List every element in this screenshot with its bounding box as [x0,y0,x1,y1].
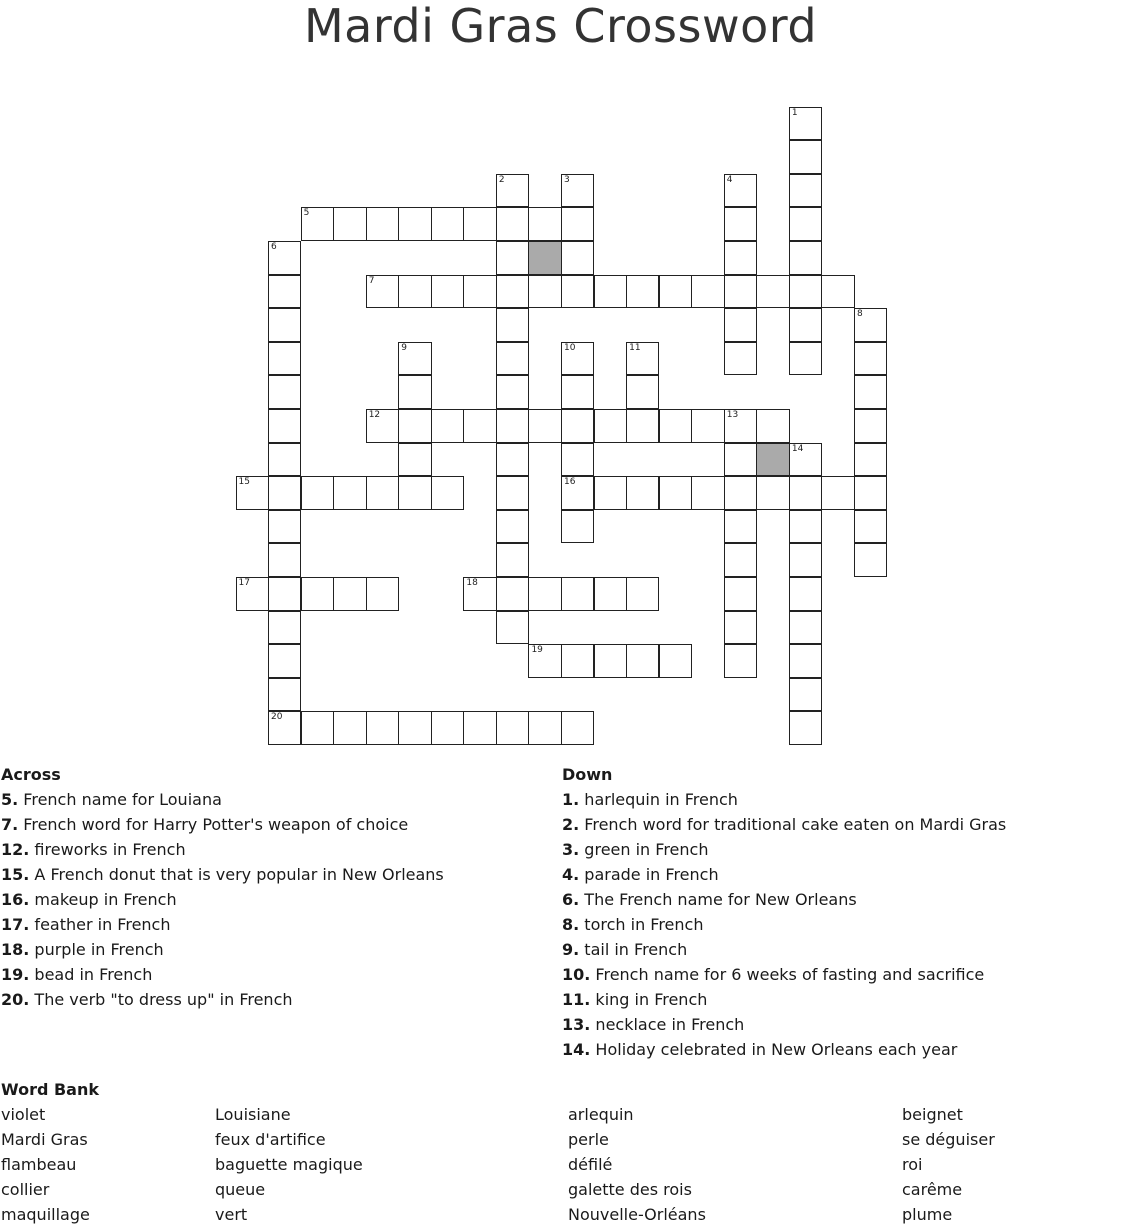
word-bank-word: feux d'artifice [215,1130,326,1149]
cell-number: 7 [368,275,375,286]
down-clue [562,912,1117,937]
grid-cell[interactable] [561,644,594,678]
grid-cell[interactable] [854,543,887,577]
grid-cell[interactable] [463,577,496,611]
grid-cell[interactable] [724,174,757,208]
across-clue [1,887,541,912]
grid-cell[interactable] [463,275,496,309]
word-bank-word: queue [215,1180,266,1199]
grid-cell[interactable] [268,611,301,645]
shaded-cell [756,443,789,477]
across-clue-text: fireworks in French [29,840,186,859]
grid-cell[interactable] [561,443,594,477]
grid-cell[interactable] [724,443,757,477]
grid-cell[interactable] [496,342,529,376]
word-bank-title: Word Bank [1,1080,100,1099]
grid-cell[interactable] [268,476,301,510]
cell-number: 19 [531,645,543,656]
grid-cell[interactable] [366,711,399,745]
word-bank-column [215,1102,363,1227]
grid-cell[interactable] [691,275,724,309]
grid-cell[interactable] [561,577,594,611]
grid-cell[interactable] [756,409,789,443]
grid-cell[interactable] [854,510,887,544]
grid-cell[interactable] [431,409,464,443]
word-bank-word: beignet [902,1105,963,1124]
word-bank-word: maquillage [1,1205,90,1224]
grid-cell[interactable] [691,409,724,443]
grid-cell[interactable] [268,711,301,745]
grid-cell[interactable] [789,611,822,645]
grid-cell[interactable] [398,342,431,376]
down-clue-text: necklace in French [590,1015,745,1034]
grid-cell[interactable] [724,207,757,241]
grid-cell[interactable] [398,711,431,745]
grid-cell[interactable] [724,644,757,678]
word-bank-word: Louisiane [215,1105,291,1124]
down-clue [562,787,1117,812]
grid-cell[interactable] [268,678,301,712]
across-clues [1,762,541,1012]
grid-cell[interactable] [463,711,496,745]
word-bank-word: galette des rois [568,1180,692,1199]
grid-cell[interactable] [236,476,269,510]
grid-cell[interactable] [789,711,822,745]
across-clue-text: purple in French [29,940,164,959]
cell-number: 16 [564,477,576,488]
grid-cell[interactable] [789,443,822,477]
grid-cell[interactable] [594,644,627,678]
grid-cell[interactable] [268,375,301,409]
across-clue-text: The verb "to dress up" in French [29,990,293,1009]
across-clue-number: 7. [1,815,19,834]
page-title: Mardi Gras Crossword [303,0,818,53]
across-clue-text: makeup in French [29,890,177,909]
grid-cell[interactable] [561,711,594,745]
grid-cell[interactable] [724,409,757,443]
grid-cell[interactable] [496,275,529,309]
grid-cell[interactable] [724,308,757,342]
down-clue-number: 4. [562,865,580,884]
grid-cell[interactable] [496,711,529,745]
down-clue-text: Holiday celebrated in New Orleans each year [590,1040,958,1059]
grid-cell[interactable] [398,275,431,309]
grid-cell[interactable] [626,577,659,611]
cell-number: 13 [726,409,739,420]
grid-cell[interactable] [431,476,464,510]
down-clue-number: 2. [562,815,580,834]
grid-cell[interactable] [561,375,594,409]
grid-cell[interactable] [724,510,757,544]
grid-cell[interactable] [789,308,822,342]
grid-cell[interactable] [724,275,757,309]
grid-cell[interactable] [496,611,529,645]
grid-cell[interactable] [789,107,822,141]
down-clue-text: green in French [579,840,709,859]
cell-number: 8 [856,309,863,320]
grid-cell[interactable] [626,644,659,678]
across-clue-number: 20. [1,990,30,1009]
grid-cell[interactable] [366,476,399,510]
grid-cell[interactable] [626,476,659,510]
grid-cell[interactable] [301,711,334,745]
down-clue-text: French name for 6 weeks of fasting and sacrifice [590,965,985,984]
down-clue-text: harlequin in French [579,790,738,809]
cell-number: 10 [564,342,576,353]
down-clue [562,812,1117,837]
grid-cell[interactable] [496,308,529,342]
down-clue-number: 6. [562,890,580,909]
grid-cell[interactable] [854,409,887,443]
across-clue-number: 15. [1,865,30,884]
grid-cell[interactable] [561,476,594,510]
grid-cell[interactable] [528,644,561,678]
grid-cell[interactable] [821,476,854,510]
down-clue-text: The French name for New Orleans [579,890,857,909]
grid-cell[interactable] [561,275,594,309]
grid-cell[interactable] [528,711,561,745]
down-clue [562,1012,1117,1037]
down-clue-number: 10. [562,965,591,984]
grid-cell[interactable] [431,207,464,241]
grid-cell[interactable] [789,543,822,577]
grid-cell[interactable] [724,611,757,645]
grid-cell[interactable] [626,375,659,409]
across-clue [1,962,541,987]
grid-cell[interactable] [594,275,627,309]
grid-cell[interactable] [659,476,692,510]
grid-cell[interactable] [561,207,594,241]
grid-cell[interactable] [431,275,464,309]
grid-cell[interactable] [659,644,692,678]
grid-cell[interactable] [789,174,822,208]
down-clue [562,862,1117,887]
grid-cell[interactable] [789,476,822,510]
down-clue-number: 14. [562,1040,591,1059]
across-clue-text: feather in French [29,915,171,934]
grid-cell[interactable] [854,342,887,376]
grid-cell[interactable] [789,140,822,174]
across-clue-text: French name for Louiana [18,790,222,809]
cell-number: 1 [791,107,798,118]
grid-cell[interactable] [528,409,561,443]
down-clue [562,962,1117,987]
grid-cell[interactable] [268,443,301,477]
cell-number: 9 [401,342,407,353]
grid-cell[interactable] [528,577,561,611]
across-header: Across [1,765,61,784]
across-clue-number: 16. [1,890,30,909]
word-bank-column [568,1102,706,1227]
word-bank-word: Mardi Gras [1,1130,88,1149]
word-bank-word: perle [568,1130,609,1149]
grid-cell[interactable] [789,678,822,712]
grid-cell[interactable] [594,409,627,443]
grid-cell[interactable] [268,241,301,275]
cell-number: 5 [303,208,310,219]
grid-cell[interactable] [268,275,301,309]
across-clue [1,937,541,962]
down-clue-number: 3. [562,840,580,859]
grid-cell[interactable] [496,207,529,241]
word-bank-word: plume [902,1205,953,1224]
word-bank-word: violet [1,1105,46,1124]
word-bank-word: flambeau [1,1155,77,1174]
grid-cell[interactable] [496,174,529,208]
grid-cell[interactable] [496,443,529,477]
grid-cell[interactable] [366,207,399,241]
grid-cell[interactable] [333,577,366,611]
grid-cell[interactable] [561,510,594,544]
grid-cell[interactable] [854,308,887,342]
grid-cell[interactable] [301,207,334,241]
across-clue [1,987,541,1012]
grid-cell[interactable] [398,207,431,241]
across-clue [1,812,541,837]
word-bank-word: baguette magique [215,1155,363,1174]
grid-cell[interactable] [626,409,659,443]
word-bank-word: roi [902,1155,923,1174]
grid-cell[interactable] [756,476,789,510]
across-clue [1,862,541,887]
down-clue-number: 8. [562,915,580,934]
grid-cell[interactable] [528,275,561,309]
grid-cell[interactable] [268,510,301,544]
grid-cell[interactable] [496,409,529,443]
down-clue-text: tail in French [579,940,688,959]
grid-cell[interactable] [496,375,529,409]
grid-cell[interactable] [854,443,887,477]
grid-cell[interactable] [789,577,822,611]
word-bank-word: défilé [568,1155,613,1174]
grid-cell[interactable] [561,342,594,376]
grid-cell[interactable] [821,275,854,309]
word-bank-column [1,1102,90,1227]
down-clue-text: parade in French [579,865,719,884]
down-clue-number: 9. [562,940,580,959]
grid-cell[interactable] [561,174,594,208]
down-clue [562,887,1117,912]
grid-cell[interactable] [561,409,594,443]
shaded-cell [528,241,561,275]
grid-cell[interactable] [301,476,334,510]
grid-cell[interactable] [724,543,757,577]
cell-number: 11 [629,342,641,353]
grid-cell[interactable] [756,275,789,309]
cell-number: 3 [564,174,570,185]
down-header: Down [562,765,613,784]
grid-cell[interactable] [626,275,659,309]
grid-cell[interactable] [268,543,301,577]
cell-number: 2 [498,174,505,185]
grid-cell[interactable] [268,342,301,376]
grid-cell[interactable] [398,476,431,510]
grid-cell[interactable] [333,476,366,510]
cell-number: 18 [466,577,478,588]
word-bank-word: carême [902,1180,963,1199]
across-clue-number: 17. [1,915,30,934]
down-clue-text: king in French [590,990,708,1009]
grid-cell[interactable] [366,275,399,309]
down-clue [562,987,1117,1012]
across-clue-text: A French donut that is very popular in New Orleans [29,865,444,884]
down-clue [562,837,1117,862]
grid-cell[interactable] [301,577,334,611]
grid-cell[interactable] [236,577,269,611]
grid-cell[interactable] [724,241,757,275]
across-clue-number: 12. [1,840,30,859]
grid-cell[interactable] [626,342,659,376]
grid-cell[interactable] [789,644,822,678]
cell-number: 17 [238,577,250,588]
word-bank-word: vert [215,1205,248,1224]
grid-cell[interactable] [463,207,496,241]
grid-cell[interactable] [561,241,594,275]
cell-number: 12 [368,409,381,420]
down-clue-text: French word for traditional cake eaten on Mardi Gras [579,815,1007,834]
across-clue-number: 18. [1,940,30,959]
grid-cell[interactable] [691,476,724,510]
grid-cell[interactable] [333,207,366,241]
grid-cell[interactable] [854,476,887,510]
grid-cell[interactable] [528,207,561,241]
grid-cell[interactable] [789,241,822,275]
grid-cell[interactable] [724,577,757,611]
grid-cell[interactable] [268,577,301,611]
grid-cell[interactable] [398,375,431,409]
grid-cell[interactable] [431,711,464,745]
down-clue-text: torch in French [579,915,704,934]
grid-cell[interactable] [366,409,399,443]
grid-cell[interactable] [854,375,887,409]
grid-cell[interactable] [268,308,301,342]
grid-cell[interactable] [268,409,301,443]
down-clue-number: 1. [562,790,580,809]
grid-cell[interactable] [724,342,757,376]
cell-number: 14 [791,443,804,454]
grid-cell[interactable] [789,510,822,544]
across-clue-number: 19. [1,965,30,984]
down-clue [562,937,1117,962]
word-bank-word: Nouvelle-Orléans [568,1205,706,1224]
cell-number: 15 [238,477,250,488]
grid-cell[interactable] [366,577,399,611]
grid-cell[interactable] [789,342,822,376]
word-bank-word: se déguiser [902,1130,995,1149]
grid-cell[interactable] [659,409,692,443]
across-clue [1,837,541,862]
grid-cell[interactable] [398,409,431,443]
grid-cell[interactable] [463,409,496,443]
across-clue-number: 5. [1,790,19,809]
across-clue [1,912,541,937]
down-clue-number: 13. [562,1015,591,1034]
cell-number: 4 [726,174,733,185]
grid-cell[interactable] [594,476,627,510]
grid-cell[interactable] [594,577,627,611]
cell-number: 6 [271,241,277,252]
grid-cell[interactable] [724,476,757,510]
cell-number: 20 [271,712,283,723]
down-clue [562,1037,1117,1062]
grid-cell[interactable] [496,577,529,611]
grid-cell[interactable] [496,510,529,544]
across-clue [1,787,541,812]
grid-cell[interactable] [496,241,529,275]
word-bank-word: arlequin [568,1105,634,1124]
down-clues [562,762,1117,1062]
grid-cell[interactable] [789,207,822,241]
grid-cell[interactable] [659,275,692,309]
grid-cell[interactable] [789,275,822,309]
down-clue-number: 11. [562,990,591,1009]
grid-cell[interactable] [268,644,301,678]
grid-cell[interactable] [496,543,529,577]
word-bank-word: collier [1,1180,50,1199]
grid-cell[interactable] [398,443,431,477]
across-clue-text: French word for Harry Potter's weapon of choice [18,815,409,834]
across-clue-text: bead in French [29,965,153,984]
word-bank-column [902,1102,995,1227]
grid-cell[interactable] [496,476,529,510]
grid-cell[interactable] [333,711,366,745]
